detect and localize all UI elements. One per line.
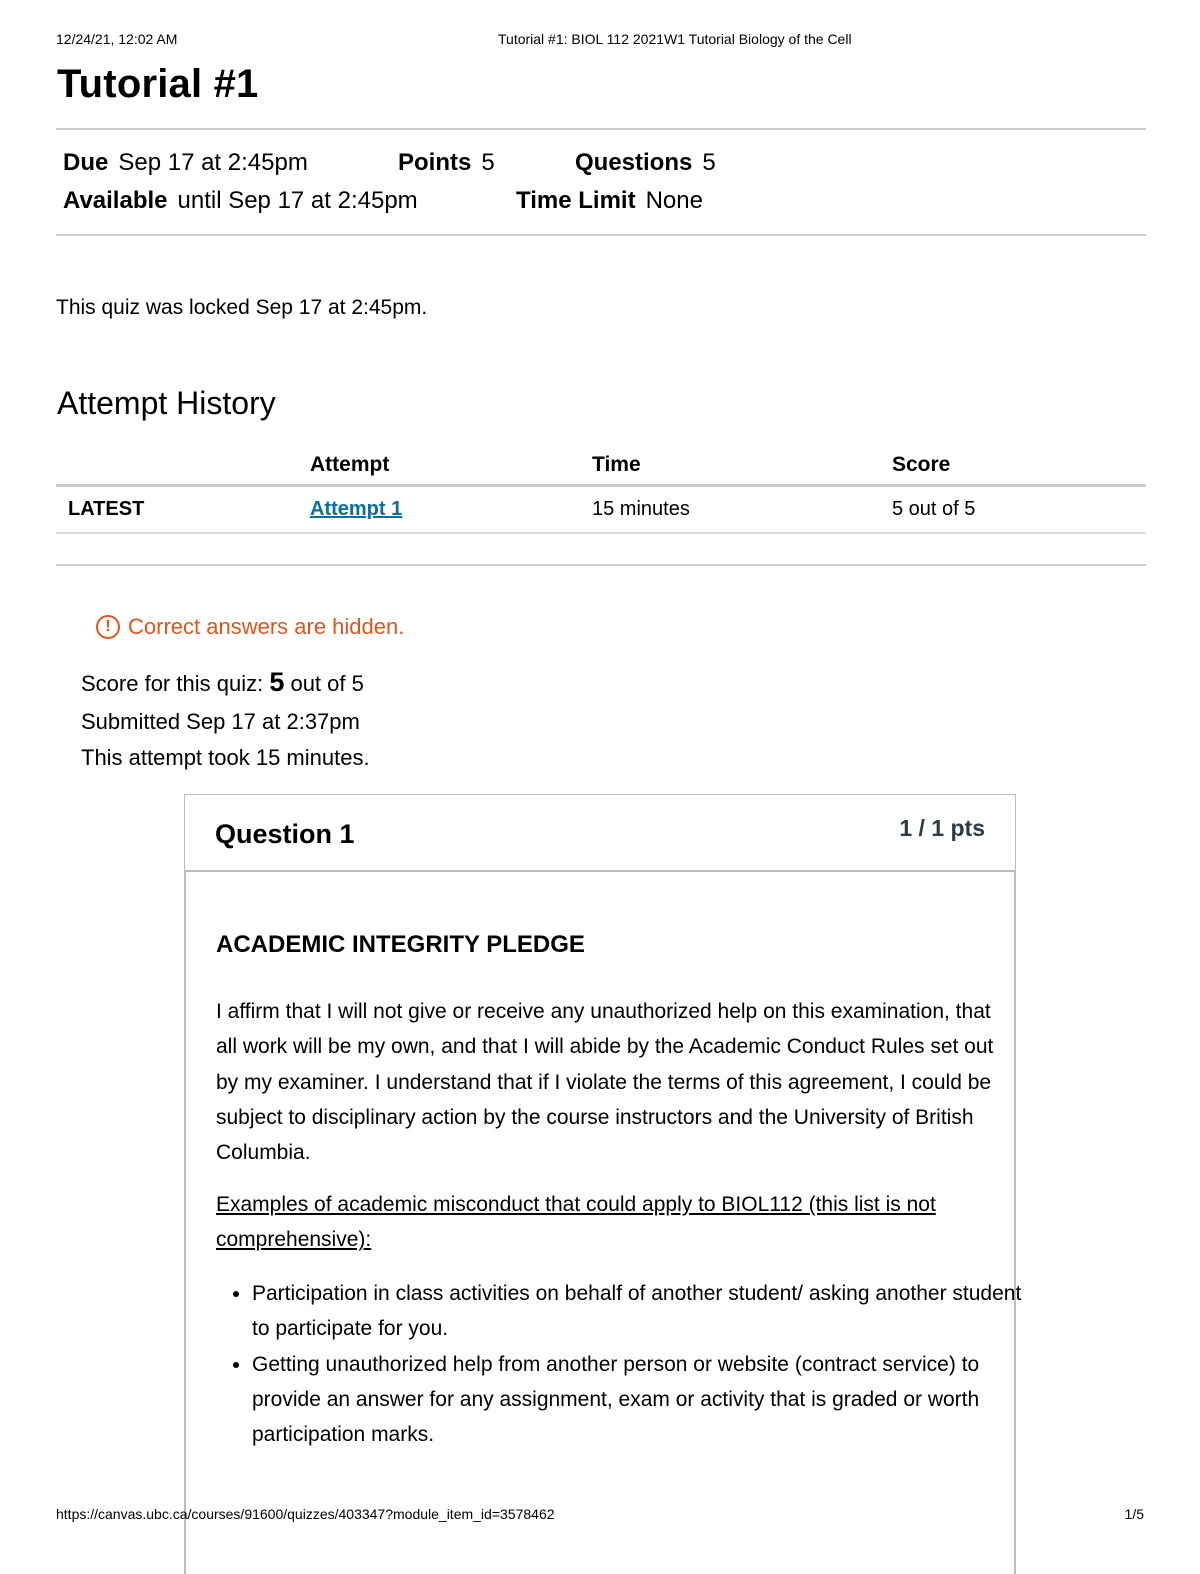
print-url: https://canvas.ubc.ca/courses/91600/quizzes/403347?module_item_id=3578462 [56,1506,555,1522]
list-item: • Getting unauthorized help from another person or website (contract service) to provide an answer for any assignment, exam or activity that is graded or worth participation marks. [252,1347,1032,1453]
question-title: Question 1 [215,819,355,849]
score-value: 5 [269,667,285,697]
exclamation-circle-icon: ! [96,615,120,639]
list-item: • Participation in class activities on behalf of another student/ asking another student to participate for you. [252,1276,1032,1347]
divider [56,564,1146,566]
examples-list [216,1276,1032,1452]
question-header [185,795,1015,872]
column-header-attempt: Attempt [310,446,592,486]
divider [56,234,1146,236]
latest-label: LATEST [56,486,310,534]
print-doc-title: Tutorial #1: BIOL 112 2021W1 Tutorial Biology of the Cell [498,31,852,47]
table-header-row [56,446,1146,486]
meta-time-limit-label: Time Limit [516,187,636,214]
meta-time-limit [516,187,703,215]
correct-answers-hidden-warning [96,614,404,640]
meta-time-limit-value: None [645,187,703,214]
column-header-time: Time [592,446,892,486]
print-footer [56,1506,1144,1524]
page-title: Tutorial #1 [57,62,259,106]
table-row [56,486,1146,534]
pledge-text: I affirm that I will not give or receive any unauthorized help on this examination, that all work will be my own, and that I will abide by the Academic Conduct Rules set out by my examiner. I understand that if I violate the terms of this agreement, I could be subject to disciplinary action by the course instructors and the University of British Columbia. [216,1000,994,1165]
question-points: 1 / 1 pts [899,815,985,841]
column-header-score: Score [892,446,1146,486]
examples-heading: Examples of academic misconduct that could apply to BIOL112 (this list is not comprehensive): [216,1193,936,1252]
meta-available-label: Available [63,187,168,214]
time-cell: 15 minutes [592,486,892,534]
meta-available-value: until Sep 17 at 2:45pm [177,187,418,214]
locked-note: This quiz was locked Sep 17 at 2:45pm. [56,296,428,319]
score-prefix: Score for this quiz: [81,671,270,696]
page-number: 1/5 [1124,1506,1144,1522]
divider [56,128,1146,130]
question-1-card [184,794,1022,1574]
meta-questions [575,149,716,177]
attempt-cell [310,486,592,534]
meta-questions-value: 5 [702,149,716,176]
meta-questions-label: Questions [575,149,693,176]
warning-text: Correct answers are hidden. [128,614,405,639]
submitted-time: Submitted Sep 17 at 2:37pm [81,709,360,734]
attempt-1-link[interactable]: Attempt 1 [310,498,403,520]
meta-due-value: Sep 17 at 2:45pm [118,149,308,176]
meta-points-label: Points [398,149,472,176]
question-body [184,871,1022,1574]
attempt-history-title: Attempt History [57,385,276,421]
print-header [56,31,1144,49]
attempt-history-table [56,446,1146,534]
column-header [56,446,310,486]
score-cell: 5 out of 5 [892,486,1146,534]
meta-due-label: Due [63,149,109,176]
pledge-heading: ACADEMIC INTEGRITY PLEDGE [216,931,585,958]
attempt-duration: This attempt took 15 minutes. [81,745,370,770]
meta-points [398,149,495,177]
print-date: 12/24/21, 12:02 AM [56,31,178,47]
meta-points-value: 5 [481,149,495,176]
score-suffix: out of 5 [284,671,364,696]
meta-available [63,187,418,215]
quiz-score [81,667,364,698]
meta-due [63,149,308,177]
